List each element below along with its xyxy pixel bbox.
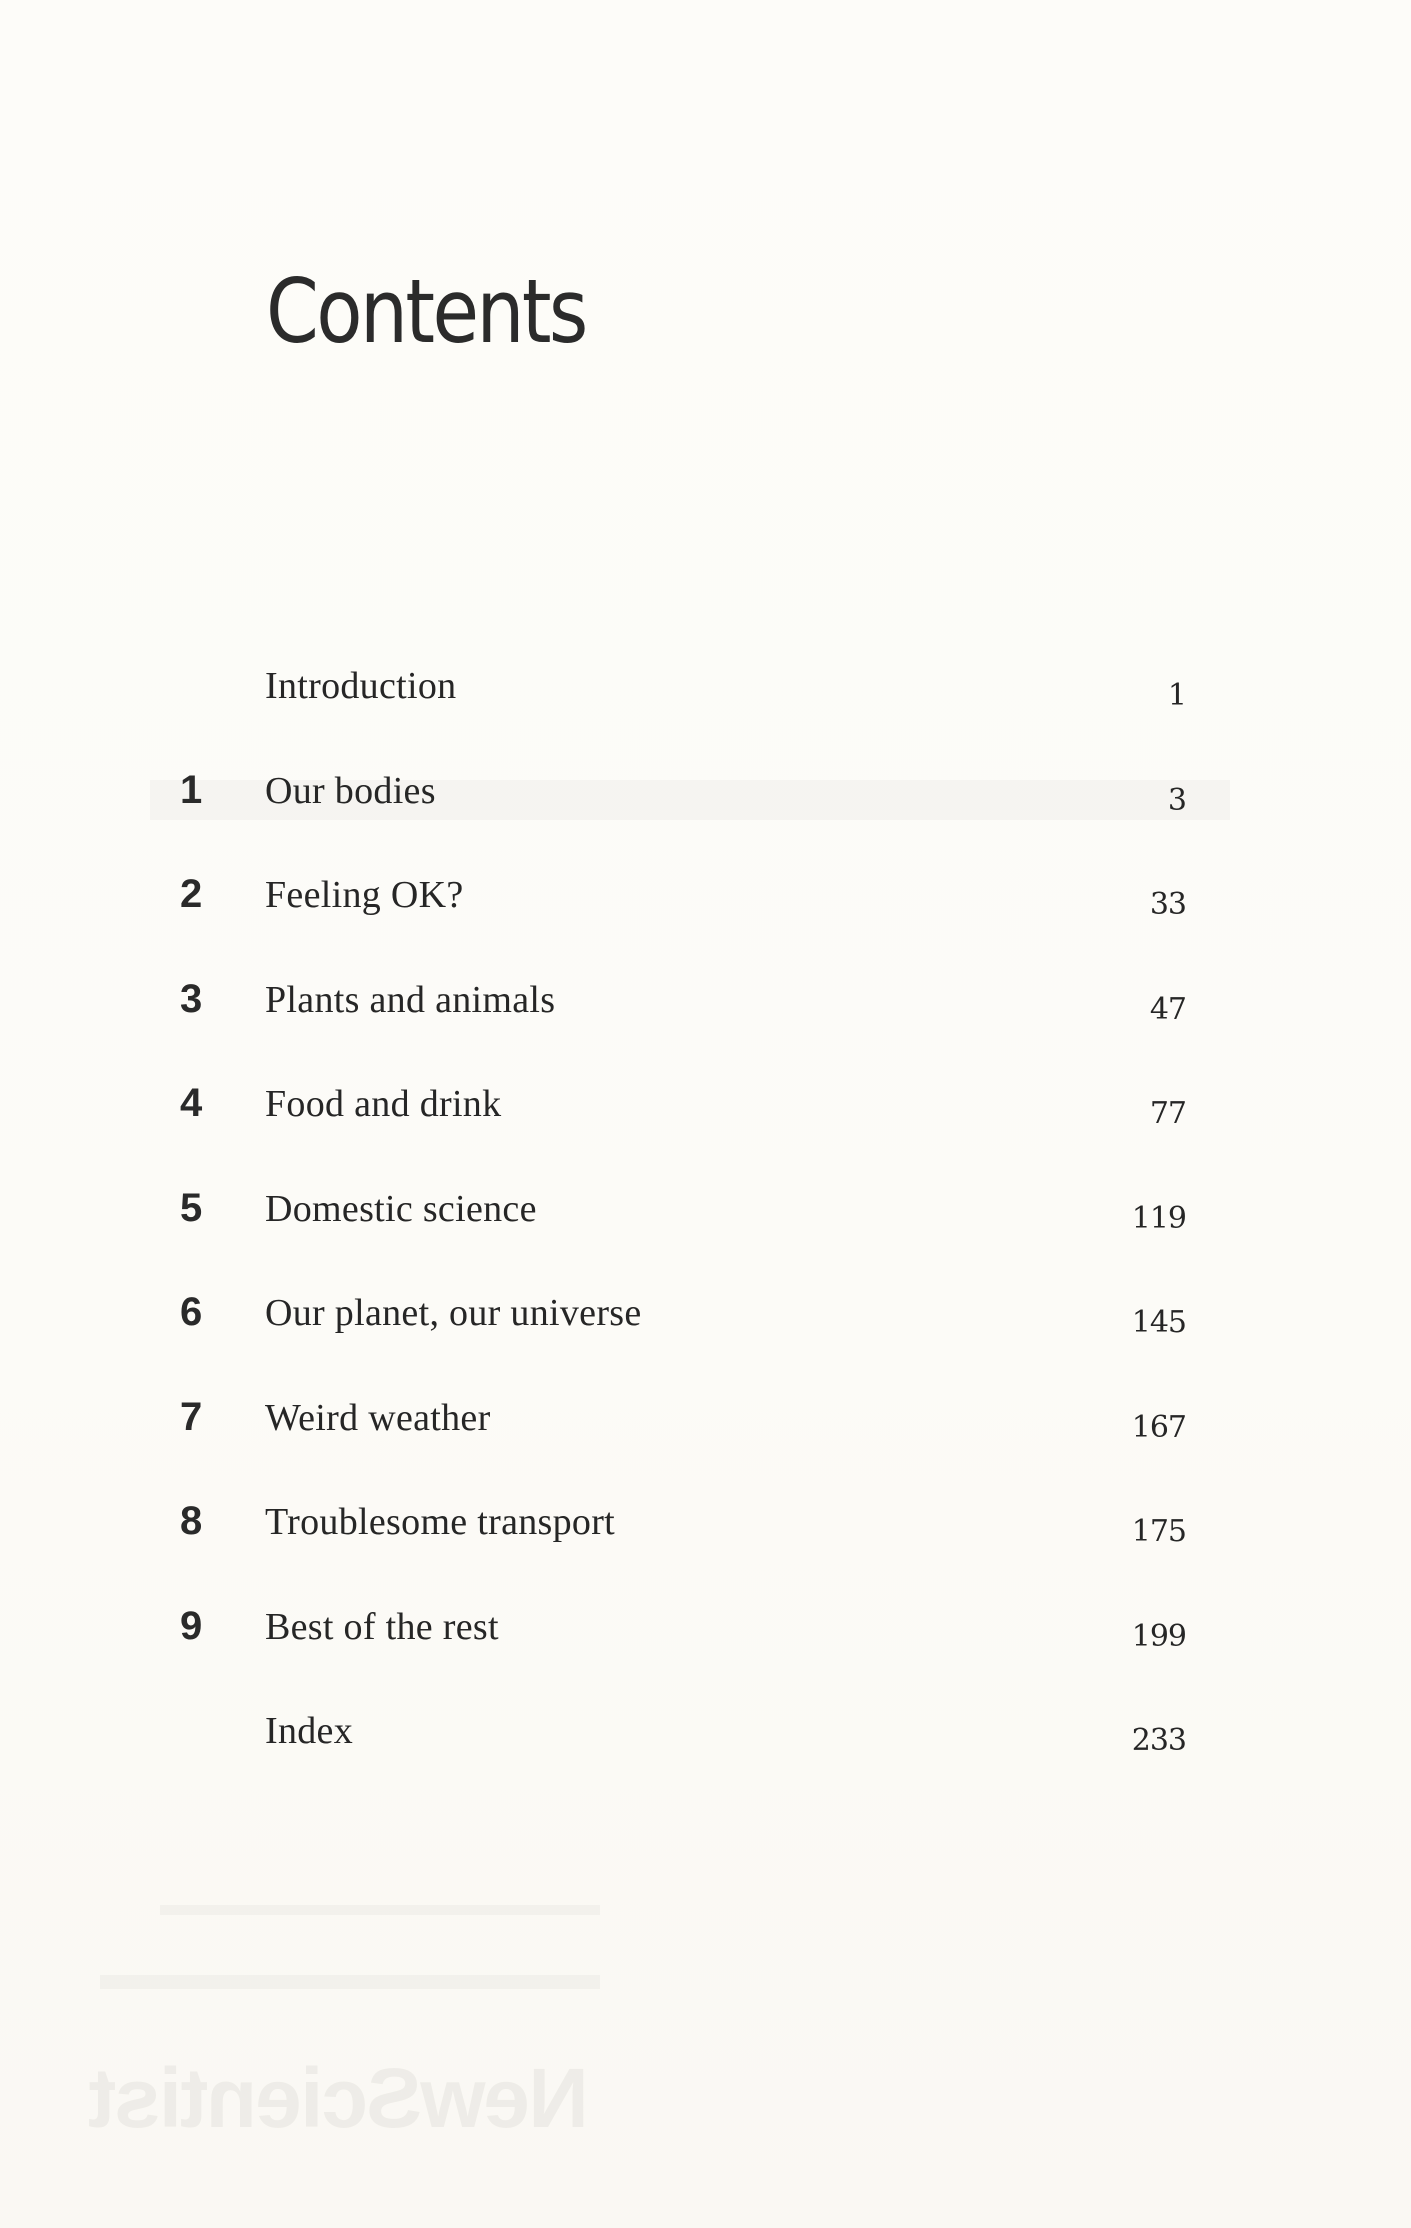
entry-label: Troublesome transport <box>265 1501 616 1543</box>
page-number: 1 <box>1167 678 1186 713</box>
chapter-number: 9 <box>180 1604 203 1648</box>
entry-label: Domestic science <box>265 1188 537 1230</box>
toc-entry-introduction[interactable] <box>0 645 1411 713</box>
entry-label: Index <box>265 1710 354 1752</box>
page-number: 199 <box>1131 1619 1186 1654</box>
chapter-number: 6 <box>180 1290 203 1334</box>
entry-label: Feeling OK? <box>265 874 464 916</box>
chapter-number: 8 <box>180 1499 203 1543</box>
show-through-line <box>160 1905 600 1915</box>
toc-entry-chapter-1[interactable] <box>0 750 1411 818</box>
chapter-number: 1 <box>180 768 203 812</box>
page-number: 33 <box>1149 887 1186 922</box>
toc-entry-chapter-6[interactable] <box>0 1272 1411 1340</box>
page-number: 77 <box>1149 1096 1186 1131</box>
chapter-number: 3 <box>180 977 203 1021</box>
show-through-line <box>100 1975 600 1989</box>
chapter-number: 5 <box>180 1186 203 1230</box>
entry-label: Our planet, our universe <box>265 1292 642 1334</box>
toc-entry-chapter-5[interactable] <box>0 1168 1411 1236</box>
toc-entry-index[interactable] <box>0 1690 1411 1758</box>
toc-entry-chapter-9[interactable] <box>0 1586 1411 1654</box>
page-number: 3 <box>1167 783 1186 818</box>
toc-entry-chapter-7[interactable] <box>0 1377 1411 1445</box>
page-number: 119 <box>1131 1201 1186 1236</box>
page-number: 47 <box>1149 992 1186 1027</box>
toc-entry-chapter-8[interactable] <box>0 1481 1411 1549</box>
page-number: 233 <box>1131 1723 1186 1758</box>
toc-entry-chapter-2[interactable] <box>0 854 1411 922</box>
page-number: 175 <box>1131 1514 1186 1549</box>
page-number: 145 <box>1131 1305 1186 1340</box>
chapter-number: 2 <box>180 872 203 916</box>
entry-label: Plants and animals <box>265 979 556 1021</box>
chapter-number: 7 <box>180 1395 203 1439</box>
entry-label: Food and drink <box>265 1083 502 1125</box>
entry-label: Introduction <box>265 665 457 707</box>
toc-entry-chapter-3[interactable] <box>0 959 1411 1027</box>
chapter-number: 4 <box>180 1081 203 1125</box>
entry-label: Weird weather <box>265 1397 491 1439</box>
toc-entry-chapter-4[interactable] <box>0 1063 1411 1131</box>
entry-label: Best of the rest <box>265 1606 499 1648</box>
page-number: 167 <box>1131 1410 1186 1445</box>
entry-label: Our bodies <box>265 770 436 812</box>
page-title: Contents <box>266 260 586 363</box>
show-through-logo: NewScientist <box>90 2051 589 2145</box>
